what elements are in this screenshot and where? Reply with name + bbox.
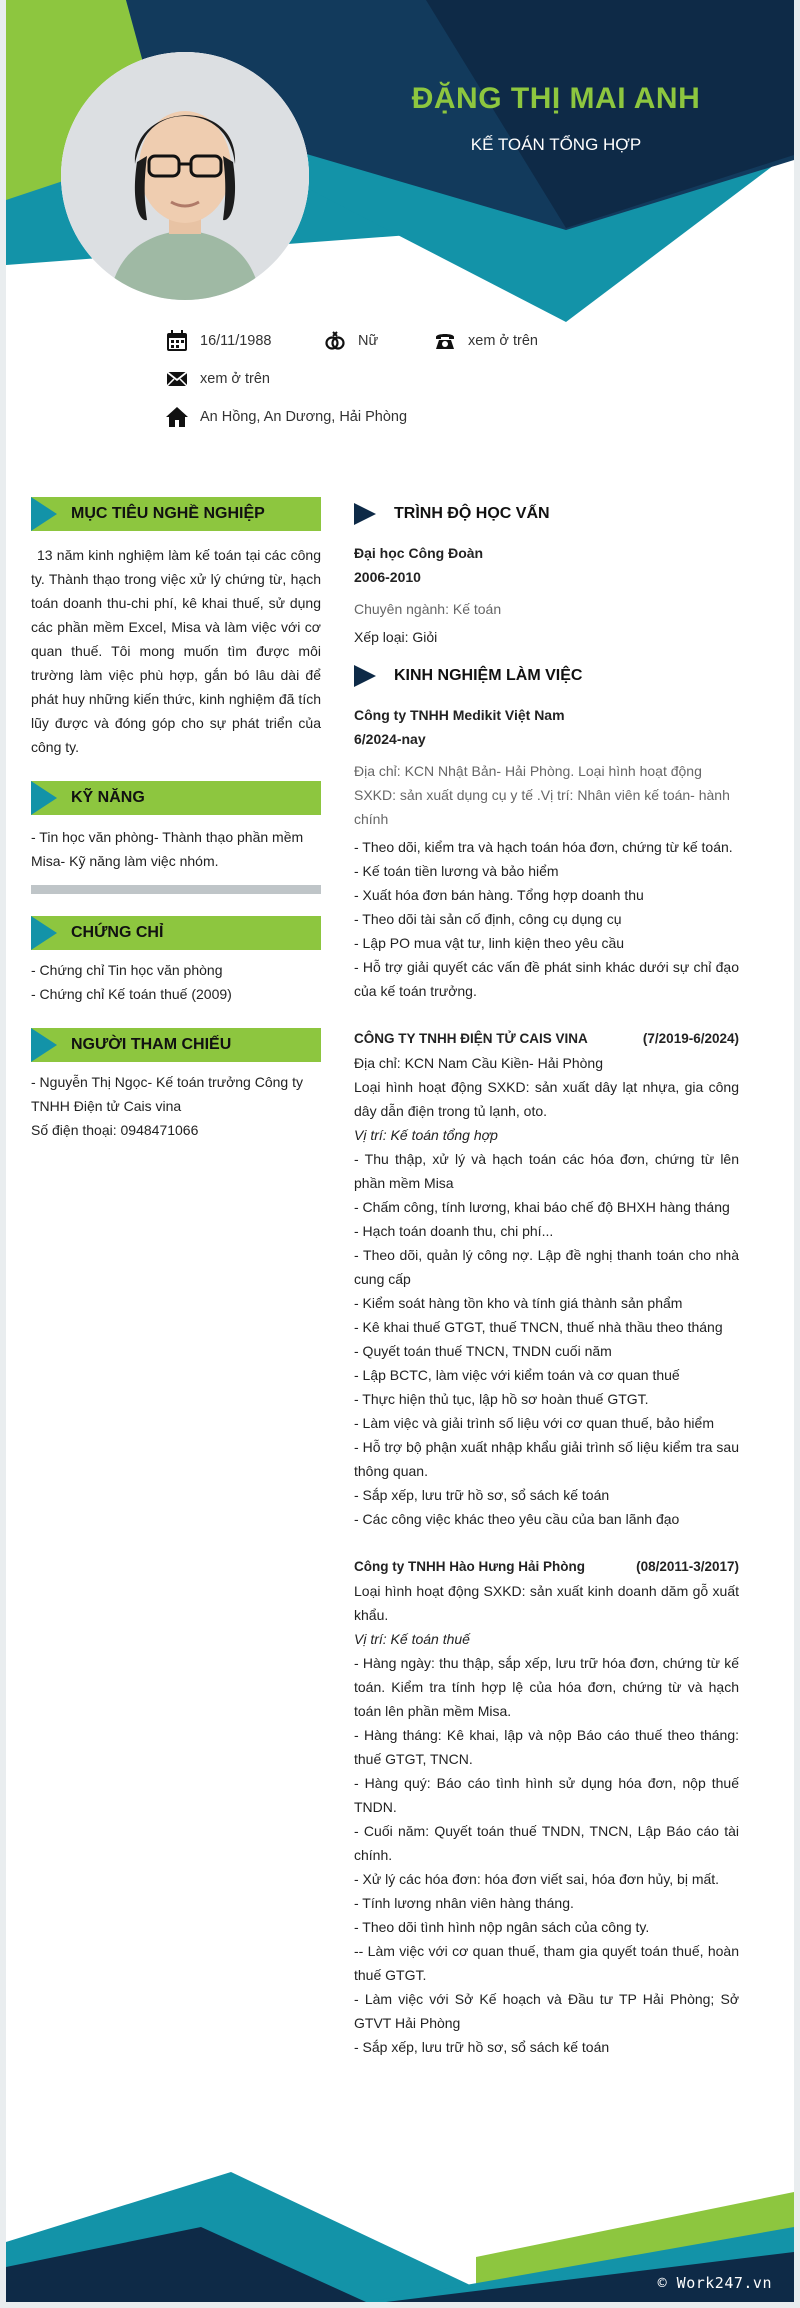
objective-header xyxy=(31,497,321,531)
job-duty: - Lập PO mua vật tư, linh kiện theo yêu cầu xyxy=(354,935,625,951)
cv-sheet xyxy=(6,0,794,2302)
job-duty: - Sắp xếp, lưu trữ hồ sơ, sổ sách kế toán xyxy=(354,1487,610,1503)
job-duty: - Theo dõi tình hình nộp ngân sách của công ty. xyxy=(354,1919,650,1935)
education-header xyxy=(354,497,739,531)
certificates-title: CHỨNG CHỈ xyxy=(71,924,164,941)
job-company: CÔNG TY TNHH ĐIỆN TỬ CAIS VINA xyxy=(354,1031,588,1046)
job-company: Công ty TNHH Medikit Việt Nam xyxy=(354,707,565,723)
triangle-marker-icon xyxy=(354,503,376,525)
gender-icon xyxy=(324,330,346,352)
job-title: KẾ TOÁN TỔNG HỢP xyxy=(470,135,642,154)
job-duty: - Lập BCTC, làm việc với kiểm toán và cơ quan thuế xyxy=(354,1367,680,1383)
contact-gender xyxy=(324,330,378,352)
job-duty: - Làm việc và giải trình số liệu với cơ quan thuế, bảo hiểm xyxy=(354,1415,714,1431)
job-duty: - Quyết toán thuế TNCN, TNDN cuối năm xyxy=(354,1343,612,1359)
job-duty: - Hàng quý: Báo cáo tình hình sử dụng hóa đơn, nộp thuế TNDN. xyxy=(354,1775,739,1815)
job-duty: - Hỗ trợ giải quyết các vấn đề phát sinh khác dưới sự chỉ đạo của kế toán trưởng. xyxy=(354,959,739,999)
objective-section xyxy=(31,497,321,759)
job-duty: - Theo dõi, quản lý công nợ. Lập đề nghị thanh toán cho nhà cung cấp xyxy=(354,1247,739,1287)
job-duty: - Theo dõi, kiểm tra và hạch toán hóa đơn, chứng từ kế toán. xyxy=(354,839,733,855)
candidate-name: ĐẶNG THỊ MAI ANH xyxy=(411,82,701,115)
skills-header xyxy=(31,781,321,815)
phone-text: xem ở trên xyxy=(468,333,538,349)
school-name: Đại học Công Đoàn xyxy=(354,545,484,561)
triangle-marker-icon xyxy=(31,497,57,531)
dob-text: 16/11/1988 xyxy=(200,333,272,349)
experience-header xyxy=(354,659,739,693)
education-rank: Xếp loại: Giỏi xyxy=(354,629,438,645)
profile-photo xyxy=(61,52,309,300)
experience-section xyxy=(354,659,739,2059)
gender-text: Nữ xyxy=(358,333,379,349)
left-column xyxy=(31,497,321,1142)
job-duty: - Cuối năm: Quyết toán thuế TNDN, TNCN, Lập Báo cáo tài chính. xyxy=(354,1823,739,1863)
triangle-marker-icon xyxy=(31,916,57,950)
job-duty: - Hàng tháng: Kê khai, lập và nộp Báo cáo thuế theo tháng: thuế GTGT, TNCN. xyxy=(354,1727,739,1767)
job-info: Loại hình hoạt động SXKD: sản xuất kinh doanh dăm gỗ xuất khẩu. xyxy=(354,1583,739,1623)
job-duty: - Chấm công, tính lương, khai báo chế độ BHXH hàng tháng xyxy=(354,1199,730,1215)
skills-title: KỸ NĂNG xyxy=(71,789,145,806)
job-period: (7/2019-6/2024) xyxy=(642,1031,739,1046)
job-duty: - Kiểm soát hàng tồn kho và tính giá thành sản phẩm xyxy=(354,1295,683,1311)
home-icon xyxy=(166,406,188,428)
reference-phone: Số điện thoại: 0948471066 xyxy=(31,1122,199,1138)
contact-address xyxy=(166,406,407,428)
job-duty: - Hỗ trợ bộ phận xuất nhập khẩu giải trình số liệu kiểm tra sau thông quan. xyxy=(354,1439,739,1479)
job-duty: - Thực hiện thủ tục, lập hồ sơ hoàn thuế GTGT. xyxy=(354,1391,649,1407)
contact-dob xyxy=(166,330,272,352)
job-duty: - Hàng ngày: thu thập, sắp xếp, lưu trữ hóa đơn, chứng từ kế toán. Kiểm tra tính hợp lệ của hóa đơn, chứng từ và hạch toán lên phần mềm Misa. xyxy=(354,1655,739,1719)
references-header xyxy=(31,1028,321,1062)
reference-line: - Nguyễn Thị Ngọc- Kế toán trưởng Công ty TNHH Điện tử Cais vina xyxy=(31,1074,303,1114)
triangle-marker-icon xyxy=(31,781,57,815)
job-info: Địa chỉ: KCN Nam Cầu Kiền- Hải Phòng xyxy=(354,1055,603,1071)
contact-email xyxy=(166,368,270,390)
calendar-icon xyxy=(166,330,188,352)
right-column xyxy=(354,497,739,2059)
job-company: Công ty TNHH Hào Hưng Hải Phòng xyxy=(354,1559,586,1574)
objective-text: 13 năm kinh nghiệm làm kế toán tại các công ty. Thành thạo trong việc xử lý chứng từ, hạch toán doanh thu-chi phí, kê khai thuế, sử dụng các phần mềm Excel, Misa và làm việc với cơ quan thuế. Tôi mong muốn tìm được môi trường làm việc phù hợp, gắn bó lâu dài để phát huy những kiến thức, kinh nghiệm đã tích lũy được và đóng góp cho sự phát triển của công ty. xyxy=(31,547,321,755)
job-info: Loại hình hoạt động SXKD: sản xuất dây lạt nhựa, gia công dây dẫn điện trong tủ lạnh, oto. xyxy=(354,1079,739,1119)
job-entry xyxy=(354,1555,739,2059)
job-duty: - Kê khai thuế GTGT, thuế TNCN, thuế nhà thầu theo tháng xyxy=(354,1319,723,1335)
job-duty: - Các công việc khác theo yêu cầu của ban lãnh đạo xyxy=(354,1511,680,1527)
experience-title: KINH NGHIỆM LÀM VIỆC xyxy=(394,667,583,684)
triangle-marker-icon xyxy=(31,1028,57,1062)
certificate-item: - Chứng chỉ Kế toán thuế (2009) xyxy=(31,986,232,1002)
job-position: Vị trí: Kế toán thuế xyxy=(354,1631,470,1647)
job-duty: - Sắp xếp, lưu trữ hồ sơ, sổ sách kế toán xyxy=(354,2039,610,2055)
job-period: 6/2024-nay xyxy=(354,731,426,747)
triangle-marker-icon xyxy=(354,665,376,687)
school-years: 2006-2010 xyxy=(354,569,421,585)
objective-title: MỤC TIÊU NGHỀ NGHIỆP xyxy=(71,505,265,522)
job-duty: - Thu thập, xử lý và hạch toán các hóa đơn, chứng từ lên phần mềm Misa xyxy=(354,1151,739,1191)
education-section xyxy=(354,497,739,649)
job-duty: - Theo dõi tài sản cố định, công cụ dụng cụ xyxy=(354,911,622,927)
certificates-header xyxy=(31,916,321,950)
skills-section xyxy=(31,781,321,894)
job-duty: - Xử lý các hóa đơn: hóa đơn viết sai, hóa đơn hủy, bị mất. xyxy=(354,1871,720,1887)
email-text: xem ở trên xyxy=(200,371,270,387)
job-duty: -- Làm việc với cơ quan thuế, tham gia quyết toán thuế, hoàn thuế GTGT. xyxy=(354,1943,739,1983)
certificates-section xyxy=(31,916,321,1006)
certificate-item: - Chứng chỉ Tin học văn phòng xyxy=(31,962,223,978)
job-period: (08/2011-3/2017) xyxy=(636,1559,739,1574)
job-duty: - Tính lương nhân viên hàng tháng. xyxy=(354,1895,574,1911)
references-title: NGƯỜI THAM CHIẾU xyxy=(71,1036,232,1053)
job-duty: - Xuất hóa đơn bán hàng. Tổng hợp doanh thu xyxy=(354,887,644,903)
references-section xyxy=(31,1028,321,1142)
phone-icon xyxy=(434,330,456,352)
job-duty: - Làm việc với Sở Kế hoạch và Đầu tư TP Hải Phòng; Sở GTVT Hải Phòng xyxy=(354,1991,739,2031)
job-duty: - Kế toán tiền lương và bảo hiểm xyxy=(354,863,559,879)
job-duty: - Hạch toán doanh thu, chi phí... xyxy=(354,1223,554,1239)
divider xyxy=(31,885,321,894)
skills-text: - Tin học văn phòng- Thành thạo phần mềm Misa- Kỹ năng làm việc nhóm. xyxy=(31,829,304,869)
education-major: Chuyên ngành: Kế toán xyxy=(354,601,502,617)
job-info: Địa chỉ: KCN Nhật Bản- Hải Phòng. Loại hình hoạt động SXKD: sản xuất dụng cụ y tế .Vị trí: Nhân viên kế toán- hành chính xyxy=(354,763,730,827)
envelope-icon xyxy=(166,368,188,390)
watermark: © Work247.vn xyxy=(657,2274,772,2292)
contact-phone xyxy=(434,330,538,352)
job-entry xyxy=(354,703,739,1003)
job-entry xyxy=(354,1027,739,1531)
education-title: TRÌNH ĐỘ HỌC VẤN xyxy=(394,505,550,522)
address-text: An Hồng, An Dương, Hải Phòng xyxy=(200,409,408,425)
job-position: Vị trí: Kế toán tổng hợp xyxy=(354,1127,498,1143)
